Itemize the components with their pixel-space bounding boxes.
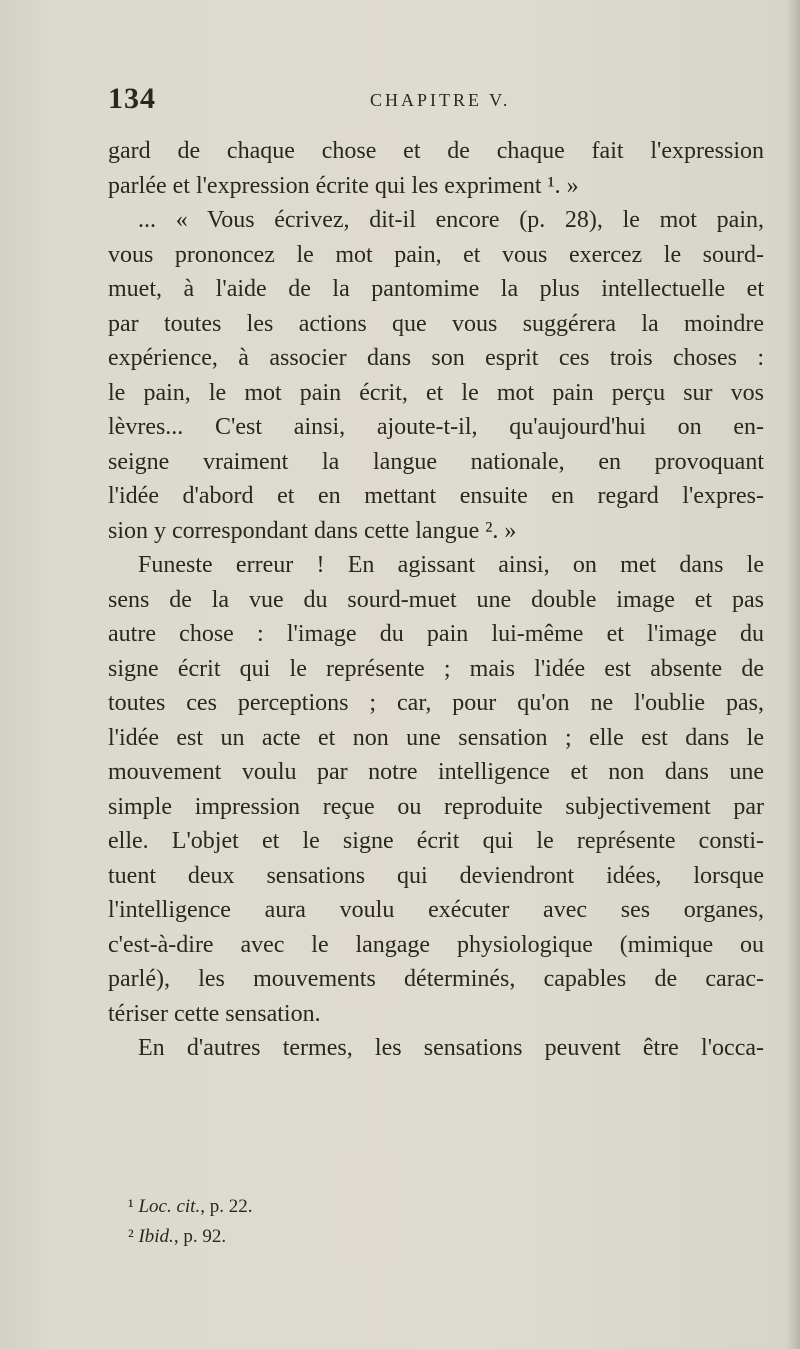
text-line: signe écrit qui le représente ; mais l'idée est absente de (108, 655, 764, 682)
text-line: c'est-à-dire avec le langage physiologique (mimique ou (108, 931, 764, 958)
text-line: gard de chaque chose et de chaque fait l'expression (108, 138, 764, 164)
text-line: ... « Vous écrivez, dit-il encore (p. 28), le mot pain, (138, 207, 764, 233)
text-line: toutes ces perceptions ; car, pour qu'on ne l'oublie pas, (108, 690, 764, 716)
footnote (128, 1192, 728, 1222)
chapter-title: CHAPITRE V. (370, 90, 511, 110)
text-line: lèvres... C'est ainsi, ajoute-t-il, qu'aujourd'hui on en- (108, 414, 764, 440)
text-line: l'idée d'abord et en mettant ensuite en regard l'expres- (108, 483, 764, 509)
text-line: sion y correspondant dans cette langue ². » (108, 517, 517, 544)
text-line: expérience, à associer dans son esprit ces trois choses : (108, 345, 764, 371)
page-edge-shadow (786, 0, 800, 1349)
footnote-page: , p. 22. (200, 1196, 253, 1217)
footnote-mark: ² (128, 1226, 134, 1247)
text-line: muet, à l'aide de la pantomime la plus intellectuelle et (108, 276, 764, 302)
body-text (108, 134, 764, 1066)
text-line: le pain, le mot pain écrit, et le mot pain perçu sur vos (108, 379, 764, 406)
text-line: vous prononcez le mot pain, et vous exercez le sourd- (108, 241, 764, 268)
text-line: tériser cette sensation. (108, 1000, 321, 1027)
text-line: par toutes les actions que vous suggérera la moindre (108, 310, 764, 337)
text-line: parlé), les mouvements déterminés, capables de carac- (108, 966, 764, 992)
text-line: l'intelligence aura voulu exécuter avec ses organes, (108, 897, 764, 923)
text-line: elle. L'objet et le signe écrit qui le représente consti- (108, 828, 764, 854)
footnotes (128, 1192, 728, 1252)
text-line: tuent deux sensations qui deviendront idées, lorsque (108, 862, 764, 889)
text-line: mouvement voulu par notre intelligence et non dans une (108, 759, 764, 785)
footnote (128, 1222, 728, 1252)
footnote-page: , p. 92. (173, 1226, 227, 1247)
running-head (108, 82, 768, 122)
text-line: autre chose : l'image du pain lui-même et l'image du (108, 621, 764, 647)
footnote-mark: ¹ (128, 1196, 134, 1217)
text-line: sens de la vue du sourd-muet une double image et pas (108, 586, 764, 613)
text-line: Funeste erreur ! En agissant ainsi, on met dans le (138, 552, 764, 578)
text-line: seigne vraiment la langue nationale, en provoquant (108, 448, 764, 475)
page-number: 134 (108, 82, 156, 115)
text-line: parlée et l'expression écrite qui les expriment ¹. » (108, 172, 579, 199)
footnote-reference: Loc. cit. (138, 1196, 201, 1217)
text-line: En d'autres termes, les sensations peuvent être l'occa- (138, 1035, 764, 1061)
text-line: simple impression reçue ou reproduite subjectivement par (108, 793, 764, 820)
text-line: l'idée est un acte et non une sensation ; elle est dans le (108, 724, 764, 751)
footnote-reference: Ibid. (138, 1226, 174, 1247)
